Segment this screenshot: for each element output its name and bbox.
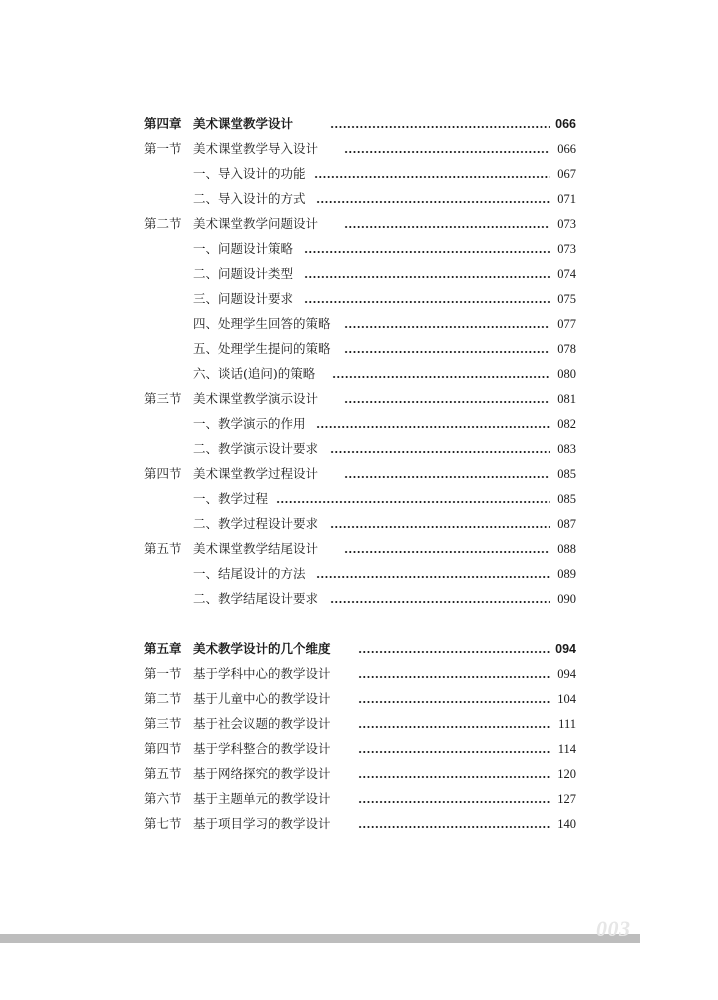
chapter-number: 第五章 [144, 641, 182, 656]
page-number: 082 [557, 417, 576, 431]
dot-leader [344, 139, 550, 159]
page-number: 081 [557, 392, 576, 406]
toc-section[interactable] [0, 689, 718, 709]
page-number: 077 [557, 317, 576, 331]
toc-subsection[interactable] [0, 264, 718, 284]
page-number: 089 [557, 567, 576, 581]
section-title: 美术课堂教学演示设计 [193, 391, 319, 406]
toc-section[interactable] [0, 214, 718, 234]
subsection-title: 二、导入设计的方式 [193, 191, 306, 206]
section-number: 第三节 [144, 716, 182, 731]
page-number: 085 [557, 467, 576, 481]
page-number: 104 [557, 692, 576, 706]
toc-subsection[interactable] [0, 589, 718, 609]
dot-leader [344, 464, 550, 484]
subsection-title: 三、问题设计要求 [193, 291, 294, 306]
chapter-heading[interactable] [0, 114, 718, 134]
section-number: 第五节 [144, 766, 182, 781]
toc-section[interactable] [0, 539, 718, 559]
section-number: 第二节 [144, 216, 182, 231]
page-number: 127 [557, 792, 576, 806]
dot-leader [344, 389, 550, 409]
section-number: 第四节 [144, 741, 182, 756]
section-number: 第七节 [144, 816, 182, 831]
dot-leader [358, 814, 550, 834]
page-number: 073 [557, 217, 576, 231]
subsection-title: 六、谈话(追问)的策略 [193, 366, 316, 381]
subsection-title: 五、处理学生提问的策略 [193, 341, 331, 356]
page-number: 074 [557, 267, 576, 281]
page-number: 067 [557, 167, 576, 181]
dot-leader [316, 414, 550, 434]
subsection-title: 四、处理学生回答的策略 [193, 316, 331, 331]
subsection-title: 二、教学结尾设计要求 [193, 591, 319, 606]
section-number: 第五节 [144, 541, 182, 556]
section-number: 第一节 [144, 141, 182, 156]
toc-section[interactable] [0, 764, 718, 784]
dot-leader [344, 539, 550, 559]
toc-section[interactable] [0, 739, 718, 759]
chapter-title: 美术课堂教学设计 [193, 116, 294, 131]
section-title: 美术课堂教学问题设计 [193, 216, 319, 231]
dot-leader [358, 664, 550, 684]
toc-subsection[interactable] [0, 439, 718, 459]
section-number: 第六节 [144, 791, 182, 806]
toc-section[interactable] [0, 714, 718, 734]
page-number: 083 [557, 442, 576, 456]
dot-leader [332, 364, 550, 384]
toc-subsection[interactable] [0, 239, 718, 259]
subsection-title: 一、导入设计的功能 [193, 166, 306, 181]
page-number: 140 [557, 817, 576, 831]
subsection-title: 一、结尾设计的方法 [193, 566, 306, 581]
dot-leader [358, 739, 550, 759]
toc-subsection[interactable] [0, 514, 718, 534]
dot-leader [358, 714, 550, 734]
dot-leader [358, 789, 550, 809]
dot-leader [304, 289, 550, 309]
subsection-title: 一、教学演示的作用 [193, 416, 306, 431]
chapter-number: 第四章 [144, 116, 182, 131]
dot-leader [304, 239, 550, 259]
dot-leader [344, 339, 550, 359]
page-number: 094 [555, 642, 576, 656]
dot-leader [330, 514, 550, 534]
dot-leader [316, 189, 550, 209]
page-number: 090 [557, 592, 576, 606]
page-number: 066 [555, 117, 576, 131]
dot-leader [316, 564, 550, 584]
section-title: 基于学科整合的教学设计 [193, 741, 331, 756]
section-title: 美术课堂教学结尾设计 [193, 541, 319, 556]
page-number: 071 [557, 192, 576, 206]
page-number: 111 [558, 717, 576, 731]
section-number: 第四节 [144, 466, 182, 481]
toc-section[interactable] [0, 389, 718, 409]
toc-subsection[interactable] [0, 364, 718, 384]
toc-subsection[interactable] [0, 314, 718, 334]
toc-section[interactable] [0, 464, 718, 484]
dot-leader [358, 764, 550, 784]
chapter-title: 美术教学设计的几个维度 [193, 641, 331, 656]
toc-subsection[interactable] [0, 489, 718, 509]
dot-leader [344, 314, 550, 334]
toc-section[interactable] [0, 139, 718, 159]
folio-page-number: 003 [596, 916, 631, 941]
page-number: 080 [557, 367, 576, 381]
page-number: 073 [557, 242, 576, 256]
page-number: 120 [557, 767, 576, 781]
dot-leader [304, 264, 550, 284]
page-number: 087 [557, 517, 576, 531]
toc-section[interactable] [0, 814, 718, 834]
toc-subsection[interactable] [0, 289, 718, 309]
dot-leader [314, 164, 550, 184]
dot-leader [358, 639, 550, 659]
toc-section[interactable] [0, 789, 718, 809]
toc-subsection[interactable] [0, 339, 718, 359]
page-number: 075 [557, 292, 576, 306]
page-number: 094 [557, 667, 576, 681]
dot-leader [330, 114, 550, 134]
subsection-title: 二、问题设计类型 [193, 266, 294, 281]
page-number: 114 [557, 742, 576, 756]
section-number: 第一节 [144, 666, 182, 681]
dot-leader [358, 689, 550, 709]
section-number: 第三节 [144, 391, 182, 406]
section-title: 美术课堂教学过程设计 [193, 466, 319, 481]
footer-bar [0, 934, 640, 943]
subsection-title: 二、教学过程设计要求 [193, 516, 319, 531]
section-number: 第二节 [144, 691, 182, 706]
chapter-heading[interactable] [0, 639, 718, 659]
toc-subsection[interactable] [0, 164, 718, 184]
dot-leader [276, 489, 550, 509]
section-title: 基于社会议题的教学设计 [193, 716, 331, 731]
page-number: 078 [557, 342, 576, 356]
toc-subsection[interactable] [0, 414, 718, 434]
subsection-title: 二、教学演示设计要求 [193, 441, 319, 456]
section-title: 美术课堂教学导入设计 [193, 141, 319, 156]
dot-leader [330, 439, 550, 459]
section-title: 基于项目学习的教学设计 [193, 816, 331, 831]
subsection-title: 一、教学过程 [193, 491, 269, 506]
page-number: 085 [557, 492, 576, 506]
section-title: 基于学科中心的教学设计 [193, 666, 331, 681]
toc-section[interactable] [0, 664, 718, 684]
section-title: 基于主题单元的教学设计 [193, 791, 331, 806]
page-number: 066 [557, 142, 576, 156]
section-title: 基于网络探究的教学设计 [193, 766, 331, 781]
dot-leader [344, 214, 550, 234]
dot-leader [330, 589, 550, 609]
page-number: 088 [557, 542, 576, 556]
subsection-title: 一、问题设计策略 [193, 241, 294, 256]
toc-subsection[interactable] [0, 564, 718, 584]
section-title: 基于儿童中心的教学设计 [193, 691, 331, 706]
toc-subsection[interactable] [0, 189, 718, 209]
